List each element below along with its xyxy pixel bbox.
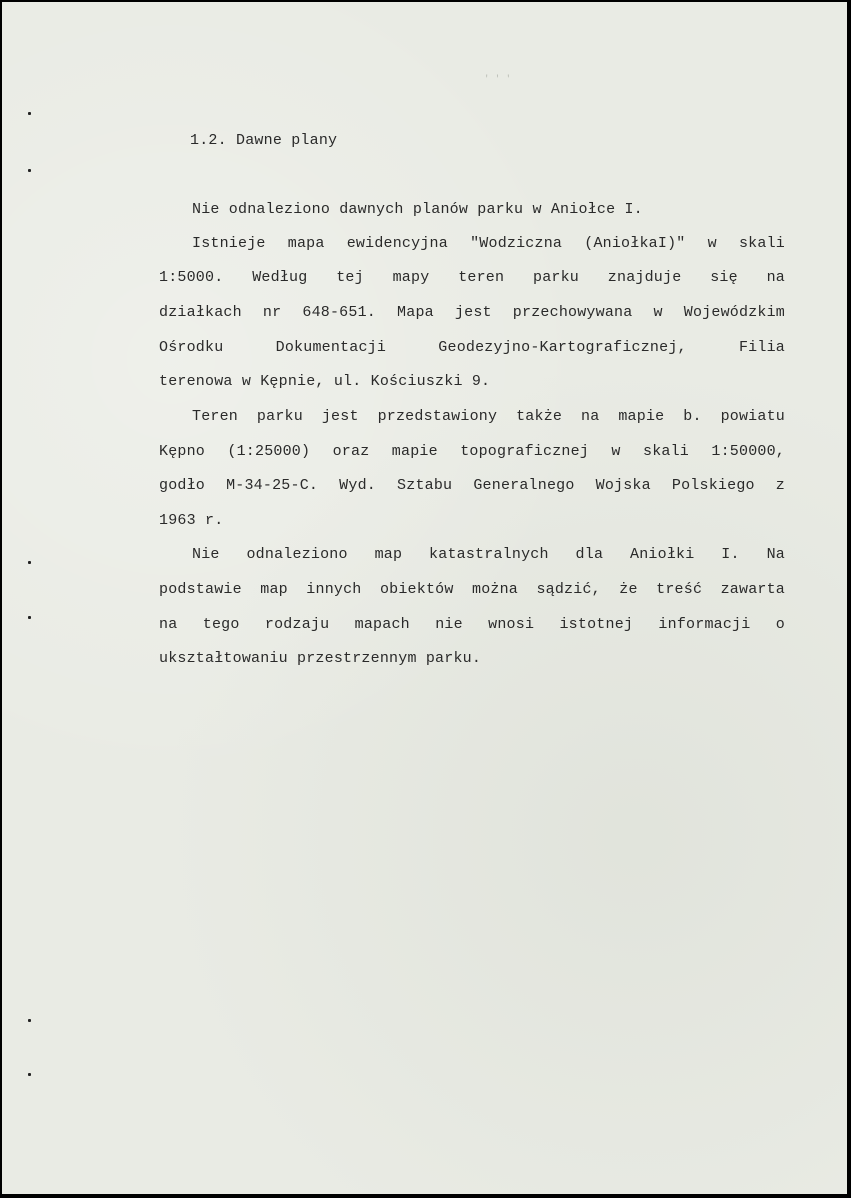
text-line: Ośrodku Dokumentacji Geodezyjno-Kartograficznej, Filia (159, 339, 785, 356)
text-line: terenowa w Kępnie, ul. Kościuszki 9. (159, 373, 491, 390)
text-line: Nie odnaleziono dawnych planów parku w Aniołce I. (192, 201, 643, 218)
margin-dot (28, 616, 31, 619)
margin-dot (28, 561, 31, 564)
text-line: 1:5000. Według tej mapy teren parku znajduje się na (159, 269, 785, 286)
margin-dot (28, 112, 31, 115)
margin-dot (28, 169, 31, 172)
text-line: działkach nr 648-651. Mapa jest przechowywana w Wojewódzkim (159, 304, 785, 321)
section-heading: 1.2. Dawne plany (190, 132, 338, 149)
document-page (2, 2, 847, 1194)
faint-mark: ' ' ' (484, 74, 512, 84)
text-line: godło M-34-25-C. Wyd. Sztabu Generalnego Wojska Polskiego z (159, 477, 785, 494)
text-line: ukształtowaniu przestrzennym parku. (159, 650, 482, 667)
text-line: na tego rodzaju mapach nie wnosi istotnej informacji o (159, 616, 785, 633)
margin-dot (28, 1073, 31, 1076)
text-line: podstawie map innych obiektów można sądzić, że treść zawarta (159, 581, 785, 598)
text-line: Teren parku jest przedstawiony także na mapie b. powiatu (192, 408, 785, 425)
margin-dot (28, 1019, 31, 1022)
text-line: Istnieje mapa ewidencyjna "Wodziczna (AniołkaI)" w skali (192, 235, 785, 252)
text-line: Kępno (1:25000) oraz mapie topograficznej w skali 1:50000, (159, 443, 785, 460)
text-line: 1963 r. (159, 512, 224, 529)
text-line: Nie odnaleziono map katastralnych dla Aniołki I. Na (192, 546, 785, 563)
